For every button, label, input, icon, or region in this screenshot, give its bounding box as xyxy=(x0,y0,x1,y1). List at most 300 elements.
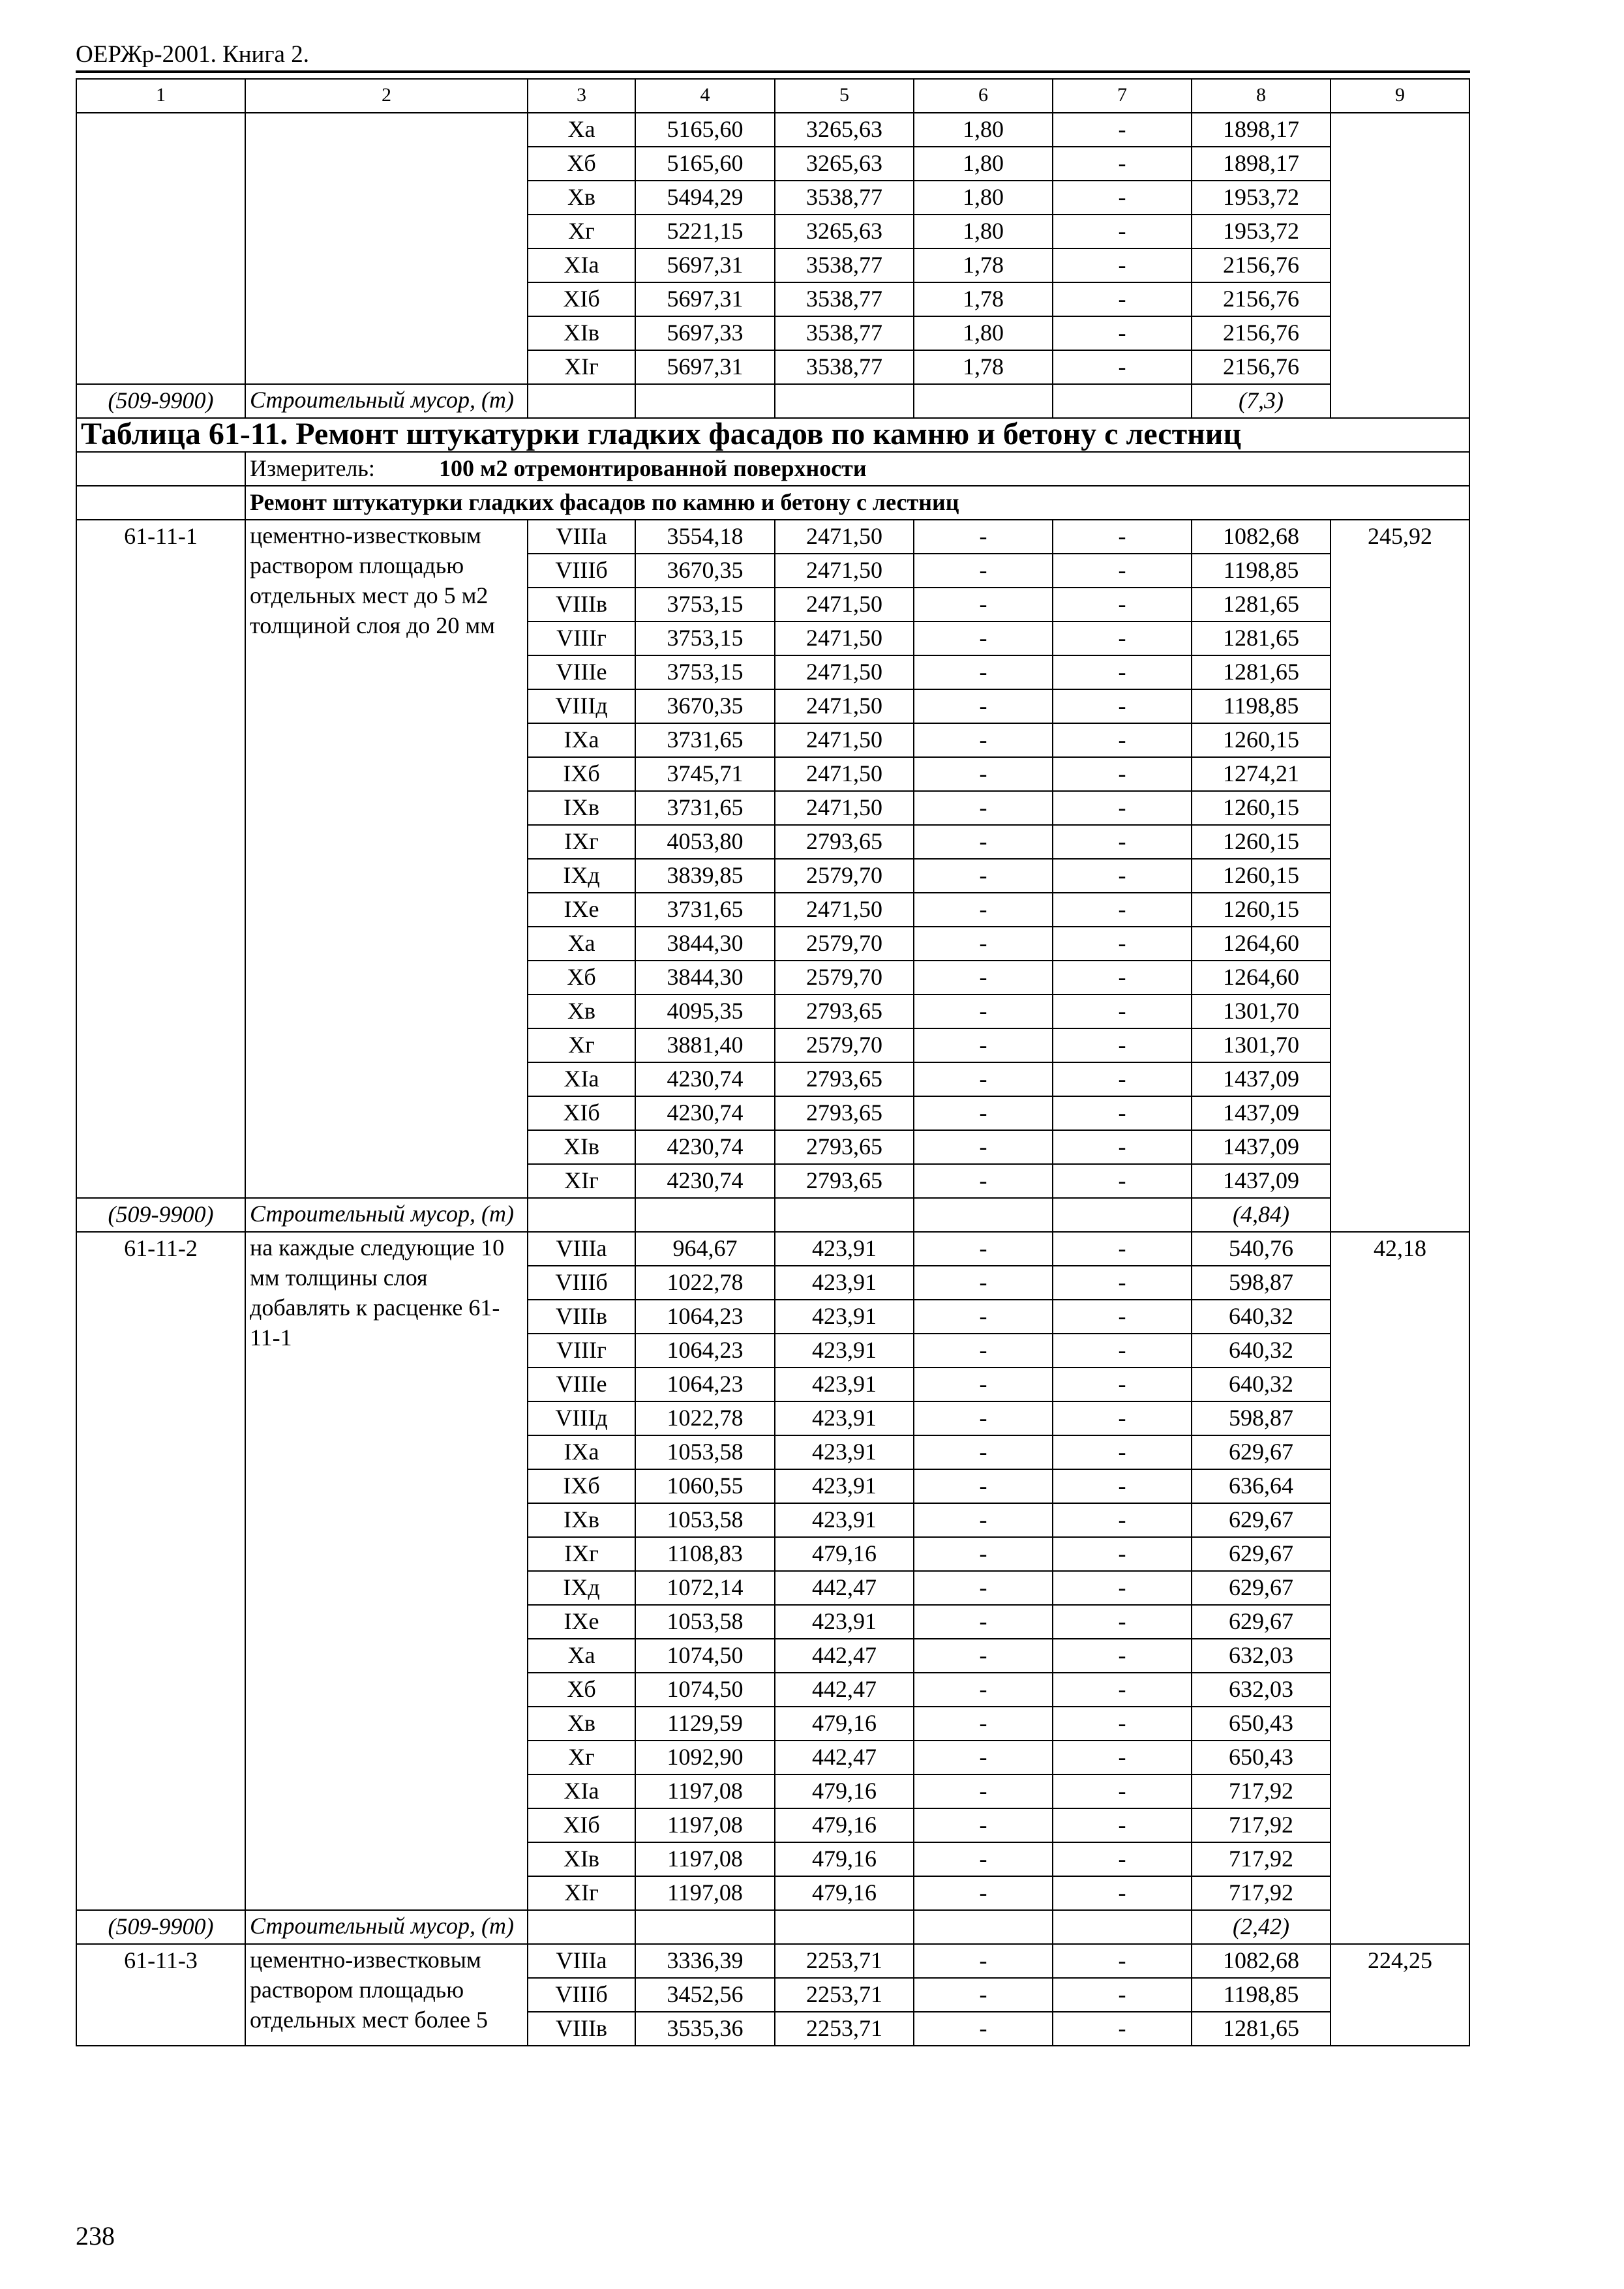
zone-cell: IXв xyxy=(528,791,635,825)
zone-cell: IXб xyxy=(528,757,635,791)
wages-cell: 423,91 xyxy=(775,1232,914,1266)
materials-cell: 1953,72 xyxy=(1192,215,1331,248)
materials-cell: 1198,85 xyxy=(1192,1978,1331,2012)
zone-cell: XIв xyxy=(528,316,635,350)
machine-wages-cell: - xyxy=(1053,859,1192,893)
zone-cell: VIIIб xyxy=(528,554,635,588)
cost-cell: 1022,78 xyxy=(635,1401,775,1435)
description-cell xyxy=(245,113,528,384)
zone-cell: IXд xyxy=(528,859,635,893)
machines-cell: - xyxy=(914,621,1053,655)
materials-cell: 1953,72 xyxy=(1192,181,1331,215)
machines-cell: - xyxy=(914,1707,1053,1741)
materials-cell: 1437,09 xyxy=(1192,1096,1331,1130)
wages-cell: 2579,70 xyxy=(775,859,914,893)
machine-wages-cell: - xyxy=(1053,1062,1192,1096)
cost-cell: 4230,74 xyxy=(635,1096,775,1130)
machine-wages-cell: - xyxy=(1053,655,1192,689)
cost-cell: 1197,08 xyxy=(635,1774,775,1808)
machine-wages-cell: - xyxy=(1053,1808,1192,1842)
wages-cell: 3265,63 xyxy=(775,147,914,181)
zone-cell: VIIIд xyxy=(528,689,635,723)
wages-cell: 2793,65 xyxy=(775,995,914,1028)
zone-cell: VIIIе xyxy=(528,1368,635,1401)
zone-cell: VIIIв xyxy=(528,588,635,621)
meter-label: Измеритель: xyxy=(250,455,375,481)
cost-cell: 1053,58 xyxy=(635,1435,775,1469)
machines-cell: - xyxy=(914,1435,1053,1469)
machine-wages-cell: - xyxy=(1053,1503,1192,1537)
empty-cell xyxy=(528,384,635,418)
empty-cell xyxy=(1053,1910,1192,1944)
column-number: 1 xyxy=(76,79,245,113)
wages-cell: 2579,70 xyxy=(775,1028,914,1062)
machines-cell: - xyxy=(914,995,1053,1028)
column-number: 2 xyxy=(245,79,528,113)
machines-cell: - xyxy=(914,1808,1053,1842)
wages-cell: 479,16 xyxy=(775,1774,914,1808)
machine-wages-cell: - xyxy=(1053,927,1192,961)
cost-cell: 5697,33 xyxy=(635,316,775,350)
code-cell xyxy=(76,113,245,384)
zone-cell: Xа xyxy=(528,1639,635,1673)
wages-cell: 2579,70 xyxy=(775,927,914,961)
cost-cell: 5165,60 xyxy=(635,113,775,147)
machine-wages-cell: - xyxy=(1053,1130,1192,1164)
machines-cell: - xyxy=(914,1741,1053,1774)
machine-wages-cell: - xyxy=(1053,588,1192,621)
wages-cell: 2471,50 xyxy=(775,554,914,588)
cost-cell: 3753,15 xyxy=(635,621,775,655)
cost-cell: 1092,90 xyxy=(635,1741,775,1774)
materials-cell: 1082,68 xyxy=(1192,1944,1331,1978)
materials-cell: 1260,15 xyxy=(1192,859,1331,893)
machines-cell: 1,78 xyxy=(914,350,1053,384)
debris-value: (7,3) xyxy=(1192,384,1331,418)
description-cell: цементно-известковым раствором площадью отдельных мест до 5 м2 толщиной слоя до 20 мм xyxy=(245,520,528,1198)
machine-wages-cell: - xyxy=(1053,893,1192,927)
cost-cell: 3535,36 xyxy=(635,2012,775,2046)
materials-cell: 1281,65 xyxy=(1192,621,1331,655)
machines-cell: - xyxy=(914,1469,1053,1503)
machine-wages-cell: - xyxy=(1053,689,1192,723)
machines-cell: - xyxy=(914,1842,1053,1876)
machine-wages-cell: - xyxy=(1053,723,1192,757)
wages-cell: 442,47 xyxy=(775,1571,914,1605)
empty-cell xyxy=(914,384,1053,418)
machine-wages-cell: - xyxy=(1053,1300,1192,1334)
zone-cell: XIб xyxy=(528,1808,635,1842)
materials-cell: 640,32 xyxy=(1192,1300,1331,1334)
machines-cell: 1,78 xyxy=(914,248,1053,282)
wages-cell: 423,91 xyxy=(775,1300,914,1334)
wages-cell: 423,91 xyxy=(775,1368,914,1401)
materials-cell: 2156,76 xyxy=(1192,282,1331,316)
materials-cell: 598,87 xyxy=(1192,1266,1331,1300)
materials-cell: 1437,09 xyxy=(1192,1062,1331,1096)
zone-cell: IXе xyxy=(528,893,635,927)
wages-cell: 2471,50 xyxy=(775,520,914,554)
materials-cell: 1260,15 xyxy=(1192,893,1331,927)
debris-label: Строительный мусор, (т) xyxy=(245,384,528,418)
debris-row xyxy=(76,1198,1469,1232)
materials-cell: 650,43 xyxy=(1192,1741,1331,1774)
cost-cell: 3554,18 xyxy=(635,520,775,554)
machine-wages-cell: - xyxy=(1053,2012,1192,2046)
machine-wages-cell: - xyxy=(1053,825,1192,859)
wages-cell: 3538,77 xyxy=(775,316,914,350)
wages-cell: 2579,70 xyxy=(775,961,914,995)
materials-cell: 540,76 xyxy=(1192,1232,1331,1266)
wages-cell: 2471,50 xyxy=(775,791,914,825)
materials-cell: 1082,68 xyxy=(1192,520,1331,554)
column-number: 6 xyxy=(914,79,1053,113)
meter-cell xyxy=(245,452,1469,486)
table-row xyxy=(76,113,1469,147)
wages-cell: 2471,50 xyxy=(775,689,914,723)
debris-code: (509-9900) xyxy=(76,1910,245,1944)
machine-wages-cell: - xyxy=(1053,1707,1192,1741)
column-number: 5 xyxy=(775,79,914,113)
zone-cell: VIIIа xyxy=(528,1944,635,1978)
cost-cell: 1053,58 xyxy=(635,1503,775,1537)
machines-cell: - xyxy=(914,1944,1053,1978)
wages-cell: 2471,50 xyxy=(775,723,914,757)
machine-wages-cell: - xyxy=(1053,1944,1192,1978)
zone-cell: Xв xyxy=(528,181,635,215)
wages-cell: 3538,77 xyxy=(775,282,914,316)
machines-cell: - xyxy=(914,1300,1053,1334)
materials-cell: 717,92 xyxy=(1192,1842,1331,1876)
debris-value: (2,42) xyxy=(1192,1910,1331,1944)
debris-label: Строительный мусор, (т) xyxy=(245,1910,528,1944)
cost-cell: 964,67 xyxy=(635,1232,775,1266)
cost-cell: 1197,08 xyxy=(635,1842,775,1876)
cost-cell: 3844,30 xyxy=(635,961,775,995)
cost-cell: 3745,71 xyxy=(635,757,775,791)
cost-cell: 1197,08 xyxy=(635,1876,775,1910)
rates-table xyxy=(76,78,1470,2046)
zone-cell: IXг xyxy=(528,825,635,859)
empty-cell xyxy=(528,1198,635,1232)
zone-cell: Xг xyxy=(528,215,635,248)
machines-cell: - xyxy=(914,961,1053,995)
cost-cell: 1064,23 xyxy=(635,1368,775,1401)
cost-cell: 4230,74 xyxy=(635,1164,775,1198)
zone-cell: VIIIг xyxy=(528,621,635,655)
wages-cell: 2471,50 xyxy=(775,588,914,621)
cost-cell: 3753,15 xyxy=(635,588,775,621)
machines-cell: - xyxy=(914,689,1053,723)
zone-cell: XIа xyxy=(528,248,635,282)
materials-cell: 1437,09 xyxy=(1192,1130,1331,1164)
zone-cell: Xг xyxy=(528,1741,635,1774)
machine-wages-cell: - xyxy=(1053,147,1192,181)
materials-cell: 1264,60 xyxy=(1192,927,1331,961)
machine-wages-cell: - xyxy=(1053,1978,1192,2012)
wages-cell: 423,91 xyxy=(775,1469,914,1503)
materials-cell: 1281,65 xyxy=(1192,655,1331,689)
cost-cell: 3731,65 xyxy=(635,723,775,757)
zone-cell: VIIIд xyxy=(528,1401,635,1435)
column-number-row xyxy=(76,79,1469,113)
cost-cell: 5221,15 xyxy=(635,215,775,248)
wages-cell: 423,91 xyxy=(775,1266,914,1300)
cost-cell: 1108,83 xyxy=(635,1537,775,1571)
cost-cell: 1074,50 xyxy=(635,1673,775,1707)
zone-cell: Xг xyxy=(528,1028,635,1062)
machine-wages-cell: - xyxy=(1053,1571,1192,1605)
machines-cell: - xyxy=(914,1571,1053,1605)
materials-cell: 1274,21 xyxy=(1192,757,1331,791)
cost-cell: 3670,35 xyxy=(635,554,775,588)
empty-cell xyxy=(76,486,245,520)
description-cell: на каждые следующие 10 мм толщины слоя добавлять к расценке 61-11-1 xyxy=(245,1232,528,1910)
machines-cell: - xyxy=(914,1537,1053,1571)
zone-cell: Xа xyxy=(528,113,635,147)
zone-cell: Xб xyxy=(528,1673,635,1707)
zone-cell: IXг xyxy=(528,1537,635,1571)
zone-cell: VIIIб xyxy=(528,1978,635,2012)
wages-cell: 479,16 xyxy=(775,1808,914,1842)
materials-cell: 1898,17 xyxy=(1192,113,1331,147)
table-title-row xyxy=(76,418,1469,452)
machines-cell: - xyxy=(914,1028,1053,1062)
machine-wages-cell: - xyxy=(1053,1673,1192,1707)
column9-cell xyxy=(1331,113,1469,418)
machines-cell: - xyxy=(914,588,1053,621)
materials-cell: 1264,60 xyxy=(1192,961,1331,995)
machine-wages-cell: - xyxy=(1053,1368,1192,1401)
machines-cell: - xyxy=(914,859,1053,893)
cost-cell: 5494,29 xyxy=(635,181,775,215)
machines-cell: 1,80 xyxy=(914,113,1053,147)
materials-cell: 598,87 xyxy=(1192,1401,1331,1435)
machines-cell: 1,80 xyxy=(914,215,1053,248)
table-title: Таблица 61-11. Ремонт штукатурки гладких фасадов по камню и бетону с лестниц xyxy=(76,418,1469,452)
page-header: ОЕРЖр-2001. Книга 2. xyxy=(76,41,309,68)
debris-code: (509-9900) xyxy=(76,1198,245,1232)
cost-cell: 1197,08 xyxy=(635,1808,775,1842)
zone-cell: VIIIе xyxy=(528,655,635,689)
zone-cell: Xб xyxy=(528,961,635,995)
empty-cell xyxy=(914,1198,1053,1232)
machines-cell: - xyxy=(914,1130,1053,1164)
zone-cell: IXе xyxy=(528,1605,635,1639)
machines-cell: - xyxy=(914,1673,1053,1707)
machine-wages-cell: - xyxy=(1053,1741,1192,1774)
zone-cell: XIб xyxy=(528,282,635,316)
machines-cell: - xyxy=(914,893,1053,927)
wages-cell: 442,47 xyxy=(775,1639,914,1673)
machines-cell: - xyxy=(914,554,1053,588)
empty-cell xyxy=(775,1198,914,1232)
debris-row xyxy=(76,384,1469,418)
materials-cell: 629,67 xyxy=(1192,1571,1331,1605)
wages-cell: 423,91 xyxy=(775,1605,914,1639)
materials-cell: 640,32 xyxy=(1192,1334,1331,1368)
debris-code: (509-9900) xyxy=(76,384,245,418)
materials-cell: 2156,76 xyxy=(1192,316,1331,350)
zone-cell: IXв xyxy=(528,1503,635,1537)
machines-cell: - xyxy=(914,1062,1053,1096)
machine-wages-cell: - xyxy=(1053,248,1192,282)
cost-cell: 3731,65 xyxy=(635,791,775,825)
materials-cell: 1260,15 xyxy=(1192,791,1331,825)
materials-cell: 1260,15 xyxy=(1192,723,1331,757)
wages-cell: 3538,77 xyxy=(775,181,914,215)
cost-cell: 4053,80 xyxy=(635,825,775,859)
wages-cell: 2793,65 xyxy=(775,1130,914,1164)
empty-cell xyxy=(528,1910,635,1944)
wages-cell: 423,91 xyxy=(775,1435,914,1469)
machines-cell: - xyxy=(914,791,1053,825)
machines-cell: - xyxy=(914,1164,1053,1198)
machine-wages-cell: - xyxy=(1053,1164,1192,1198)
machines-cell: - xyxy=(914,1096,1053,1130)
zone-cell: XIв xyxy=(528,1842,635,1876)
cost-cell: 5697,31 xyxy=(635,248,775,282)
machines-cell: - xyxy=(914,1334,1053,1368)
cost-cell: 1064,23 xyxy=(635,1300,775,1334)
wages-cell: 442,47 xyxy=(775,1673,914,1707)
materials-cell: 1198,85 xyxy=(1192,554,1331,588)
materials-cell: 1301,70 xyxy=(1192,995,1331,1028)
zone-cell: VIIIв xyxy=(528,2012,635,2046)
machines-cell: - xyxy=(914,927,1053,961)
machine-wages-cell: - xyxy=(1053,1876,1192,1910)
zone-cell: XIа xyxy=(528,1774,635,1808)
debris-row xyxy=(76,1910,1469,1944)
machines-cell: - xyxy=(914,1368,1053,1401)
cost-cell: 4230,74 xyxy=(635,1062,775,1096)
zone-cell: IXб xyxy=(528,1469,635,1503)
code-cell: 61-11-1 xyxy=(76,520,245,1198)
materials-cell: 1898,17 xyxy=(1192,147,1331,181)
empty-cell xyxy=(1053,1198,1192,1232)
materials-cell: 629,67 xyxy=(1192,1503,1331,1537)
machine-wages-cell: - xyxy=(1053,1096,1192,1130)
materials-cell: 1281,65 xyxy=(1192,588,1331,621)
zone-cell: VIIIа xyxy=(528,1232,635,1266)
materials-cell: 636,64 xyxy=(1192,1469,1331,1503)
wages-cell: 2793,65 xyxy=(775,1062,914,1096)
cost-cell: 1060,55 xyxy=(635,1469,775,1503)
wages-cell: 2253,71 xyxy=(775,2012,914,2046)
page-number: 238 xyxy=(76,2221,115,2251)
zone-cell: IXа xyxy=(528,723,635,757)
machine-wages-cell: - xyxy=(1053,1842,1192,1876)
machine-wages-cell: - xyxy=(1053,1435,1192,1469)
zone-cell: Xв xyxy=(528,995,635,1028)
machines-cell: - xyxy=(914,2012,1053,2046)
machines-cell: 1,80 xyxy=(914,181,1053,215)
zone-cell: XIб xyxy=(528,1096,635,1130)
materials-cell: 640,32 xyxy=(1192,1368,1331,1401)
machine-wages-cell: - xyxy=(1053,520,1192,554)
machines-cell: - xyxy=(914,1639,1053,1673)
machines-cell: - xyxy=(914,655,1053,689)
cost-cell: 3670,35 xyxy=(635,689,775,723)
column-number: 8 xyxy=(1192,79,1331,113)
zone-cell: VIIIв xyxy=(528,1300,635,1334)
materials-cell: 717,92 xyxy=(1192,1876,1331,1910)
empty-cell xyxy=(914,1910,1053,1944)
header-rule xyxy=(76,70,1470,73)
debris-value: (4,84) xyxy=(1192,1198,1331,1232)
zone-cell: XIг xyxy=(528,350,635,384)
table-row xyxy=(76,520,1469,554)
meter-row xyxy=(76,452,1469,486)
machine-wages-cell: - xyxy=(1053,1232,1192,1266)
machines-cell: - xyxy=(914,520,1053,554)
machine-wages-cell: - xyxy=(1053,1266,1192,1300)
cost-cell: 3336,39 xyxy=(635,1944,775,1978)
cost-cell: 1022,78 xyxy=(635,1266,775,1300)
wages-cell: 3265,63 xyxy=(775,215,914,248)
empty-cell xyxy=(635,1198,775,1232)
wages-cell: 2793,65 xyxy=(775,825,914,859)
materials-cell: 632,03 xyxy=(1192,1639,1331,1673)
zone-cell: XIг xyxy=(528,1164,635,1198)
cost-cell: 3753,15 xyxy=(635,655,775,689)
machine-wages-cell: - xyxy=(1053,1605,1192,1639)
materials-cell: 717,92 xyxy=(1192,1808,1331,1842)
section-title: Ремонт штукатурки гладких фасадов по камню и бетону с лестниц xyxy=(245,486,1469,520)
machine-wages-cell: - xyxy=(1053,554,1192,588)
empty-cell xyxy=(1053,384,1192,418)
materials-cell: 2156,76 xyxy=(1192,248,1331,282)
machines-cell: - xyxy=(914,1605,1053,1639)
materials-cell: 1198,85 xyxy=(1192,689,1331,723)
machines-cell: - xyxy=(914,1266,1053,1300)
wages-cell: 479,16 xyxy=(775,1537,914,1571)
materials-cell: 629,67 xyxy=(1192,1435,1331,1469)
zone-cell: VIIIг xyxy=(528,1334,635,1368)
wages-cell: 2471,50 xyxy=(775,893,914,927)
machines-cell: - xyxy=(914,723,1053,757)
zone-cell: XIг xyxy=(528,1876,635,1910)
cost-cell: 3881,40 xyxy=(635,1028,775,1062)
machine-wages-cell: - xyxy=(1053,757,1192,791)
empty-cell xyxy=(775,384,914,418)
machine-wages-cell: - xyxy=(1053,350,1192,384)
machine-wages-cell: - xyxy=(1053,791,1192,825)
materials-cell: 629,67 xyxy=(1192,1605,1331,1639)
machine-wages-cell: - xyxy=(1053,316,1192,350)
section-title-row xyxy=(76,486,1469,520)
empty-cell xyxy=(775,1910,914,1944)
wages-cell: 479,16 xyxy=(775,1842,914,1876)
zone-cell: XIв xyxy=(528,1130,635,1164)
wages-cell: 442,47 xyxy=(775,1741,914,1774)
wages-cell: 3538,77 xyxy=(775,350,914,384)
empty-cell xyxy=(635,1910,775,1944)
materials-cell: 629,67 xyxy=(1192,1537,1331,1571)
machines-cell: - xyxy=(914,1503,1053,1537)
materials-cell: 1301,70 xyxy=(1192,1028,1331,1062)
zone-cell: Xа xyxy=(528,927,635,961)
wages-cell: 2253,71 xyxy=(775,1944,914,1978)
machine-wages-cell: - xyxy=(1053,1774,1192,1808)
cost-cell: 1074,50 xyxy=(635,1639,775,1673)
materials-cell: 717,92 xyxy=(1192,1774,1331,1808)
wages-cell: 423,91 xyxy=(775,1503,914,1537)
description-cell: цементно-известковым раствором площадью отдельных мест более 5 xyxy=(245,1944,528,2046)
wages-cell: 423,91 xyxy=(775,1334,914,1368)
empty-cell xyxy=(635,384,775,418)
cost-cell: 1129,59 xyxy=(635,1707,775,1741)
